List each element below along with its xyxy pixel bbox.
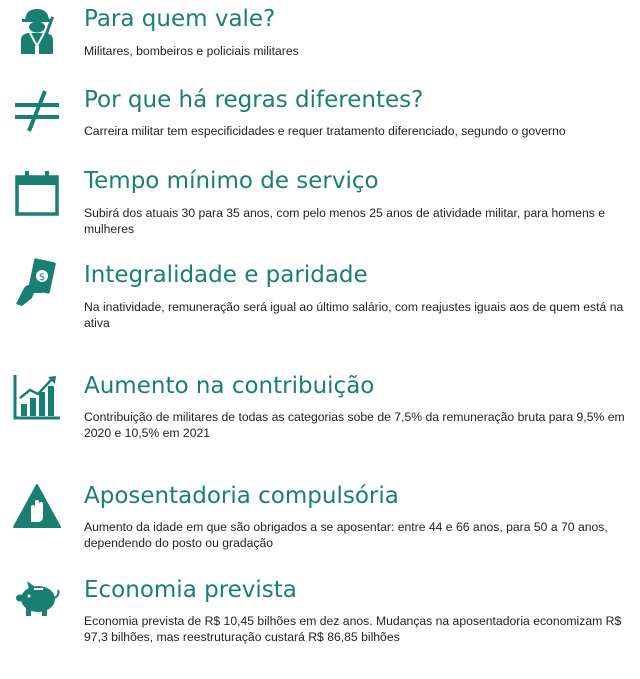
item-title: Tempo mínimo de serviço [84, 168, 379, 194]
item-description: Economia prevista de R$ 10,45 bilhões em dez anos. Mudanças na aposentadoria economizam R$ 97,3 bilhões, mas reestruturação custará R$ 86,85 bilhões [84, 614, 622, 644]
item-title: Para quem vale? [84, 6, 276, 32]
not-equal-icon [12, 86, 62, 136]
item-description: Carreira militar tem especificidades e requer tratamento diferenciado, segundo o governo [84, 124, 566, 138]
item-description: Aumento da idade em que são obrigados a se aposentar: entre 44 e 66 anos, para 50 a 70 anos, dependendo do posto ou gradação [84, 520, 608, 550]
warning-hand-icon [12, 482, 62, 532]
money-hand-icon [12, 258, 62, 308]
bar-chart-growth-icon [12, 372, 62, 422]
item-title: Economia prevista [84, 577, 297, 603]
item-description: Militares, bombeiros e policiais militares [84, 44, 299, 58]
piggy-bank-icon [12, 572, 62, 622]
svg-text:$: $ [38, 272, 46, 283]
calendar-icon [12, 168, 62, 218]
item-title: Integralidade e paridade [84, 262, 368, 288]
item-description: Subirá dos atuais 30 para 35 anos, com pelo menos 25 anos de atividade militar, para homens e mulheres [84, 206, 605, 236]
item-description: Contribuição de militares de todas as categorias sobe de 7,5% da remuneração bruta para 9,5% em 2020 e 10,5% em 2021 [84, 410, 625, 440]
soldier-icon [12, 6, 62, 56]
item-title: Aumento na contribuição [84, 373, 375, 399]
item-description: Na inatividade, remuneração será igual ao último salário, com reajustes iguais aos de quem está na ativa [84, 300, 624, 330]
item-title: Por que há regras diferentes? [84, 87, 424, 113]
item-title: Aposentadoria compulsória [84, 483, 399, 509]
